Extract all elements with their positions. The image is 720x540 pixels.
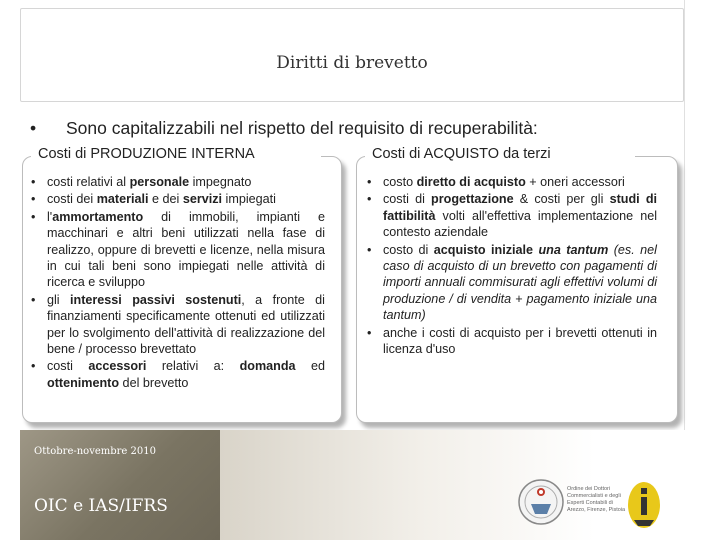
intro-line — [30, 118, 538, 139]
footer-bar — [20, 430, 220, 540]
list-item: • costi di progettazione & costi per gli studi di fattibilità volti all'effettiva implementazione nel contesto aziendale — [367, 192, 658, 240]
left-heading: Costi di PRODUZIONE INTERNA — [38, 146, 255, 162]
list-item: • costi accessori relativi a: domanda ed ottenimento del brevetto — [31, 359, 325, 390]
emblem-icon — [626, 480, 662, 530]
intro-text: Sono capitalizzabili nel rispetto del requisito di recuperabilità: — [66, 118, 538, 138]
divider-line — [684, 0, 685, 430]
list-item: • costi relativi al personale impegnato — [31, 175, 252, 189]
footer-title: OIC e IAS/IFRS — [34, 496, 168, 516]
list-item: • costo di acquisto iniziale una tantum (es. nel caso di acquisto di un brevetto con pagamenti di importi annuali commisurati agli effettivi volumi di produzione / di vendita + pagamento iniziale una tantum) — [367, 242, 657, 323]
order-logo-icon — [517, 478, 565, 526]
list-item: • l'ammortamento di immobili, impianti e macchinari e altri beni utilizzati nella fase di realizzo, oppure di brevetti e licenze, nella misura in cui tali beni sono impiegati nelle attività di ricerca e sviluppo — [31, 209, 325, 290]
left-list — [29, 174, 325, 392]
list-item: • gli interessi passivi sostenuti, a fronte di finanziamenti specificamente ottenuti ed utilizzati per lo svolgimento dell'attività di realizzazione del bene / processo brevettato — [31, 292, 325, 357]
right-heading: Costi di ACQUISTO da terzi — [372, 146, 551, 162]
list-item: • costo diretto di acquisto + oneri accessori — [367, 175, 625, 189]
right-list — [365, 174, 657, 358]
intro-bullet: • — [30, 118, 37, 138]
logo-caption: Ordine dei Dottori Commercialisti e degli Esperti Contabili di Arezzo, Firenze, Pistoia — [567, 486, 626, 513]
left-panel — [22, 156, 342, 423]
slide-title: Diritti di brevetto — [276, 53, 428, 73]
list-item: • costi dei materiali e dei servizi impiegati — [31, 192, 276, 207]
title-box — [20, 8, 684, 102]
list-item: • anche i costi di acquisto per i brevetti ottenuti in licenza d'uso — [367, 325, 657, 357]
right-panel — [356, 156, 678, 423]
footer-date: Ottobre-novembre 2010 — [34, 446, 156, 457]
